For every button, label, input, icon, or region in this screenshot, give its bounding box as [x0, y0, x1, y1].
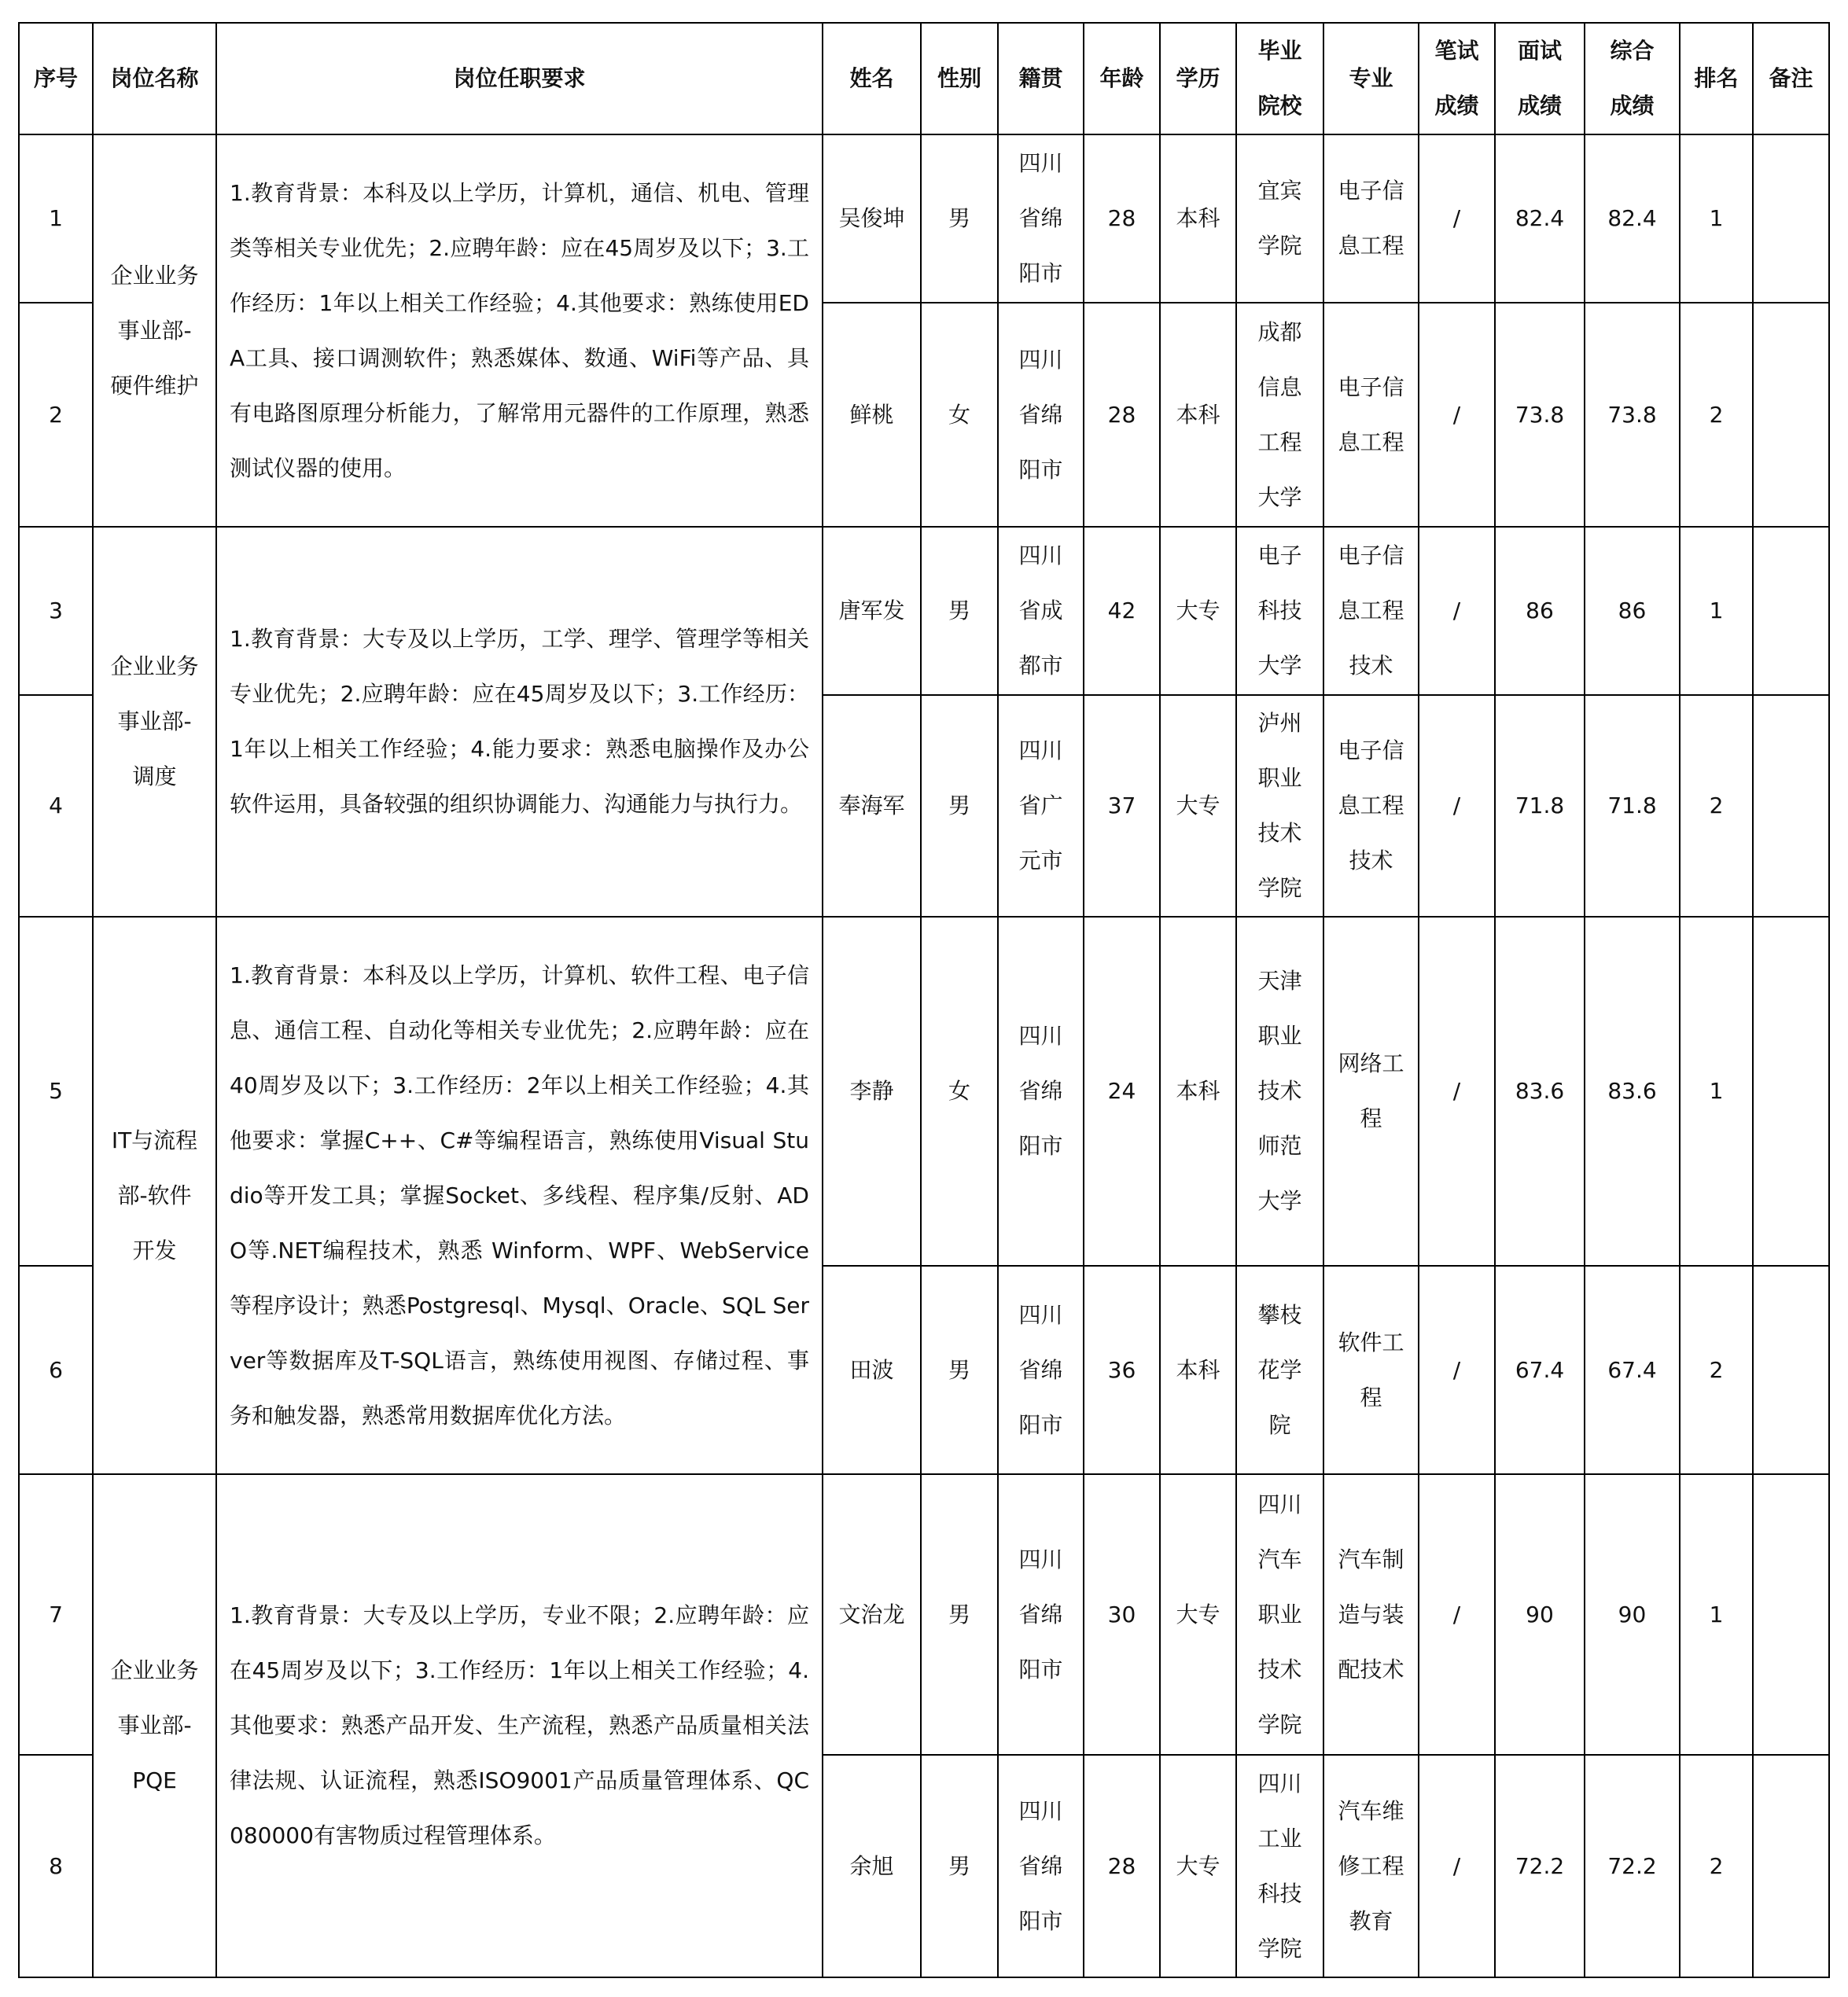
header-row [19, 23, 1829, 134]
cell-school: 天津 职业 技术 师范 大学 [1236, 917, 1323, 1266]
cell-age: 24 [1084, 917, 1160, 1266]
header-age: 年龄 [1084, 23, 1160, 134]
header-no: 序号 [19, 23, 93, 134]
cell-no: 8 [19, 1755, 93, 1977]
header-major: 专业 [1323, 23, 1419, 134]
cell-name: 文治龙 [823, 1474, 921, 1755]
cell-age: 42 [1084, 527, 1160, 695]
cell-major: 汽车维 修工程 教育 [1323, 1755, 1419, 1977]
cell-gender: 男 [921, 1474, 998, 1755]
cell-school: 电子 科技 大学 [1236, 527, 1323, 695]
cell-written: / [1419, 1755, 1495, 1977]
cell-no: 1 [19, 134, 93, 303]
cell-rank: 2 [1680, 303, 1753, 527]
cell-origin: 四川 省绵 阳市 [998, 303, 1084, 527]
cell-total: 67.4 [1585, 1266, 1680, 1474]
cell-interview: 67.4 [1495, 1266, 1585, 1474]
cell-age: 28 [1084, 303, 1160, 527]
cell-major: 电子信 息工程 [1323, 134, 1419, 303]
cell-edu: 本科 [1160, 303, 1236, 527]
cell-total: 73.8 [1585, 303, 1680, 527]
header-total-score: 综合 成绩 [1585, 23, 1680, 134]
cell-gender: 女 [921, 303, 998, 527]
cell-rank: 2 [1680, 1266, 1753, 1474]
cell-school: 攀枝 花学 院 [1236, 1266, 1323, 1474]
cell-school: 泸州 职业 技术 学院 [1236, 695, 1323, 917]
cell-major: 电子信 息工程 技术 [1323, 695, 1419, 917]
header-position: 岗位名称 [93, 23, 216, 134]
cell-origin: 四川 省绵 阳市 [998, 1266, 1084, 1474]
cell-note [1753, 917, 1829, 1266]
cell-school: 四川 工业 科技 学院 [1236, 1755, 1323, 1977]
cell-age: 28 [1084, 134, 1160, 303]
cell-age: 36 [1084, 1266, 1160, 1474]
cell-major: 电子信 息工程 技术 [1323, 527, 1419, 695]
cell-name: 余旭 [823, 1755, 921, 1977]
cell-requirement: 1.教育背景：大专及以上学历，专业不限；2.应聘年龄：应在45周岁及以下；3.工作经历：1年以上相关工作经验；4.其他要求：熟悉产品开发、生产流程，熟悉产品质量相关法律法规、认证流程，熟悉ISO9001产品质量管理体系、QC080000有害物质过程管理体系。 [216, 1474, 823, 1977]
cell-edu: 大专 [1160, 1474, 1236, 1755]
cell-age: 30 [1084, 1474, 1160, 1755]
cell-rank: 2 [1680, 695, 1753, 917]
recruitment-results-table [18, 22, 1830, 1978]
cell-position: 企业业务 事业部- 硬件维护 [93, 134, 216, 527]
cell-name: 吴俊坤 [823, 134, 921, 303]
cell-gender: 男 [921, 1755, 998, 1977]
cell-interview: 83.6 [1495, 917, 1585, 1266]
header-interview-score: 面试 成绩 [1495, 23, 1585, 134]
cell-position: 企业业务 事业部- PQE [93, 1474, 216, 1977]
cell-total: 90 [1585, 1474, 1680, 1755]
header-school: 毕业 院校 [1236, 23, 1323, 134]
cell-no: 7 [19, 1474, 93, 1755]
cell-written: / [1419, 917, 1495, 1266]
cell-note [1753, 303, 1829, 527]
header-origin: 籍贯 [998, 23, 1084, 134]
cell-origin: 四川 省成 都市 [998, 527, 1084, 695]
header-education: 学历 [1160, 23, 1236, 134]
cell-gender: 女 [921, 917, 998, 1266]
cell-rank: 1 [1680, 527, 1753, 695]
cell-no: 2 [19, 303, 93, 527]
header-gender: 性别 [921, 23, 998, 134]
cell-written: / [1419, 1474, 1495, 1755]
table-row [19, 527, 1829, 695]
cell-name: 田波 [823, 1266, 921, 1474]
cell-note [1753, 695, 1829, 917]
cell-edu: 大专 [1160, 1755, 1236, 1977]
cell-no: 6 [19, 1266, 93, 1474]
table-row [19, 917, 1829, 1266]
cell-age: 28 [1084, 1755, 1160, 1977]
cell-interview: 73.8 [1495, 303, 1585, 527]
cell-origin: 四川 省绵 阳市 [998, 1755, 1084, 1977]
cell-written: / [1419, 303, 1495, 527]
cell-gender: 男 [921, 695, 998, 917]
cell-gender: 男 [921, 134, 998, 303]
cell-position: 企业业务 事业部- 调度 [93, 527, 216, 917]
cell-name: 鲜桃 [823, 303, 921, 527]
cell-edu: 本科 [1160, 134, 1236, 303]
cell-note [1753, 1755, 1829, 1977]
cell-written: / [1419, 695, 1495, 917]
table-row [19, 1474, 1829, 1755]
cell-no: 5 [19, 917, 93, 1266]
cell-requirement: 1.教育背景：大专及以上学历，工学、理学、管理学等相关专业优先；2.应聘年龄：应在45周岁及以下；3.工作经历：1年以上相关工作经验；4.能力要求：熟悉电脑操作及办公软件运用，具备较强的组织协调能力、沟通能力与执行力。 [216, 527, 823, 917]
cell-gender: 男 [921, 1266, 998, 1474]
cell-school: 四川 汽车 职业 技术 学院 [1236, 1474, 1323, 1755]
cell-total: 86 [1585, 527, 1680, 695]
cell-name: 奉海军 [823, 695, 921, 917]
cell-major: 汽车制 造与装 配技术 [1323, 1474, 1419, 1755]
cell-origin: 四川 省绵 阳市 [998, 917, 1084, 1266]
cell-gender: 男 [921, 527, 998, 695]
table-row [19, 134, 1829, 303]
cell-interview: 90 [1495, 1474, 1585, 1755]
cell-rank: 1 [1680, 917, 1753, 1266]
header-note: 备注 [1753, 23, 1829, 134]
cell-edu: 本科 [1160, 917, 1236, 1266]
cell-name: 李静 [823, 917, 921, 1266]
cell-total: 71.8 [1585, 695, 1680, 917]
cell-written: / [1419, 527, 1495, 695]
cell-rank: 1 [1680, 1474, 1753, 1755]
cell-total: 83.6 [1585, 917, 1680, 1266]
cell-requirement: 1.教育背景：本科及以上学历，计算机，通信、机电、管理类等相关专业优先；2.应聘年龄：应在45周岁及以下；3.工作经历：1年以上相关工作经验；4.其他要求：熟练使用EDA工具、接口调测软件；熟悉媒体、数通、WiFi等产品、具有电路图原理分析能力，了解常用元器件的工作原理，熟悉测试仪器的使用。 [216, 134, 823, 527]
cell-age: 37 [1084, 695, 1160, 917]
cell-written: / [1419, 1266, 1495, 1474]
cell-origin: 四川 省广 元市 [998, 695, 1084, 917]
cell-interview: 71.8 [1495, 695, 1585, 917]
cell-total: 82.4 [1585, 134, 1680, 303]
cell-no: 4 [19, 695, 93, 917]
cell-interview: 72.2 [1495, 1755, 1585, 1977]
header-requirement: 岗位任职要求 [216, 23, 823, 134]
cell-interview: 86 [1495, 527, 1585, 695]
cell-interview: 82.4 [1495, 134, 1585, 303]
cell-rank: 1 [1680, 134, 1753, 303]
cell-note [1753, 527, 1829, 695]
cell-major: 电子信 息工程 [1323, 303, 1419, 527]
cell-school: 宜宾 学院 [1236, 134, 1323, 303]
cell-note [1753, 1474, 1829, 1755]
cell-name: 唐军发 [823, 527, 921, 695]
header-name: 姓名 [823, 23, 921, 134]
cell-rank: 2 [1680, 1755, 1753, 1977]
cell-edu: 本科 [1160, 1266, 1236, 1474]
cell-written: / [1419, 134, 1495, 303]
cell-requirement: 1.教育背景：本科及以上学历，计算机、软件工程、电子信息、通信工程、自动化等相关专业优先；2.应聘年龄：应在40周岁及以下；3.工作经历：2年以上相关工作经验；4.其他要求：掌握C++、C#等编程语言，熟练使用Visual Studio等开发工具；掌握Socket、多线程、程序集/反射、ADO等.NET编程技术，熟悉 Winform、WPF、WebService 等程序设计；熟悉Postgresql、Mysql、Oracle、SQL Server等数据库及T-SQL语言，熟练使用视图、存储过程、事务和触发器，熟悉常用数据库优化方法。 [216, 917, 823, 1474]
cell-position: IT与流程 部-软件 开发 [93, 917, 216, 1474]
header-written-score: 笔试 成绩 [1419, 23, 1495, 134]
cell-origin: 四川 省绵 阳市 [998, 134, 1084, 303]
cell-total: 72.2 [1585, 1755, 1680, 1977]
cell-major: 软件工 程 [1323, 1266, 1419, 1474]
cell-edu: 大专 [1160, 695, 1236, 917]
cell-note [1753, 134, 1829, 303]
cell-note [1753, 1266, 1829, 1474]
cell-edu: 大专 [1160, 527, 1236, 695]
cell-school: 成都 信息 工程 大学 [1236, 303, 1323, 527]
header-rank: 排名 [1680, 23, 1753, 134]
cell-origin: 四川 省绵 阳市 [998, 1474, 1084, 1755]
cell-no: 3 [19, 527, 93, 695]
cell-major: 网络工 程 [1323, 917, 1419, 1266]
